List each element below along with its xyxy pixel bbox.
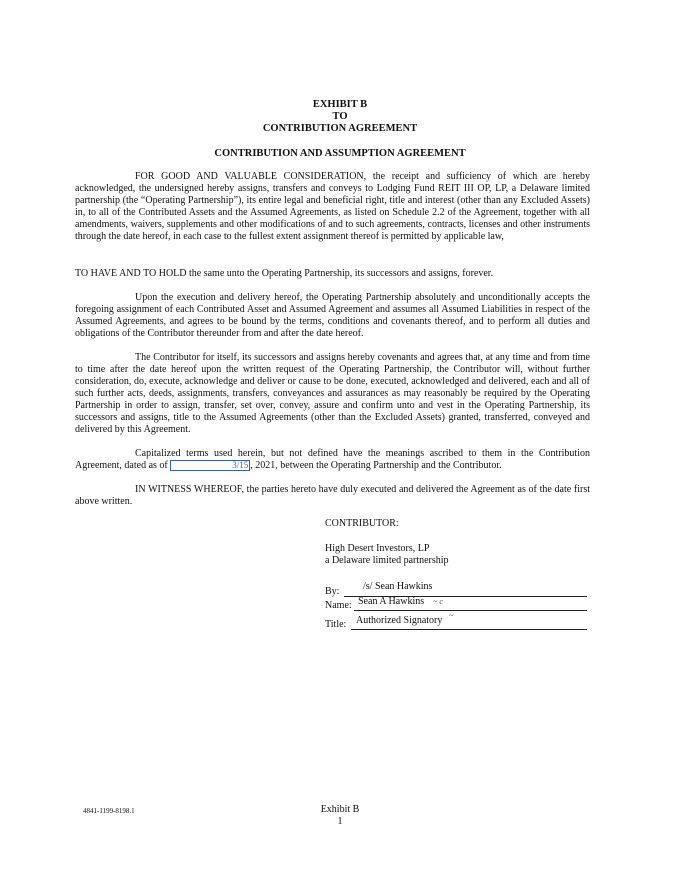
signature-title-line <box>325 611 590 630</box>
by-signature: /s/ Sean Hawkins <box>363 581 433 592</box>
document-title: CONTRIBUTION AND ASSUMPTION AGREEMENT <box>214 148 466 159</box>
paragraph-acceptance: Upon the execution and delivery hereof, the Operating Partnership absolutely and unconditionally accepts the foregoing assignment of each Contributed Asset and Assumed Agreement and assumes all Assumed Liabilities in respect of the Assumed Agreements, and agrees to be bound by the terms, conditions and covenants thereof, and to perform all duties and obligations of the Contributor thereunder from and after the date hereof. <box>75 292 590 339</box>
paragraph-covenants: The Contributor for itself, its successors and assigns hereby covenants and agrees that, at any time and from time to time after the date hereof upon the written request of the Operating Partnership, the Contributor will, without further consideration, do, execute, acknowledge and deliver or cause to be done, executed, acknowledged and delivered, each and all of such further acts, deeds, assignments, transfers, conveyances and assurances as may reasonably be required by the Operating Partnership in order to assign, transfer, set over, convey, assure and confirm unto and vest in the Operating Partnership, its successors and assigns, title to the Assumed Agreements (other than the Excluded Assets) granted, transferred, conveyed and delivered by this Agreement. <box>75 352 590 435</box>
by-label: By: <box>325 586 340 597</box>
handwritten-date: 3/15 <box>170 460 250 471</box>
title-value: Authorized Signatory <box>356 615 443 626</box>
document-id: 4841-1199-8198.1 <box>83 807 135 815</box>
exhibit-heading: EXHIBIT B <box>312 99 368 110</box>
pen-mark-icon: ~ <box>449 611 454 620</box>
signature-entity-description: a Delaware limited partnership <box>325 555 449 566</box>
page-number: 1 <box>337 816 343 827</box>
title-label: Title: <box>325 619 347 630</box>
paragraph-definitions <box>75 448 590 472</box>
name-value: Sean A Hawkins <box>358 596 425 607</box>
definitions-text-start: Capitalized terms used herein, but not defined have the meanings ascribed to them in the Contribution Agreement, dated as of <box>75 448 590 471</box>
signature-entity-name: High Desert Investors, LP <box>325 543 430 554</box>
paragraph-habendum: TO HAVE AND TO HOLD the same unto the Operating Partnership, its successors and assigns, forever. <box>75 268 494 279</box>
agreement-heading: CONTRIBUTION AGREEMENT <box>262 123 418 134</box>
paragraph-witness: IN WITNESS WHEREOF, the parties hereto have duly executed and delivered the Agreement as of the date first above written. <box>75 484 590 507</box>
definitions-text-end: , 2021, between the Operating Partnership and the Contributor. <box>250 460 502 471</box>
name-label: Name: <box>325 600 352 611</box>
footer-exhibit-label: Exhibit B <box>320 804 360 815</box>
signature-name-line <box>325 597 590 611</box>
pen-mark-icon: ~ c <box>433 597 443 606</box>
signature-by-line <box>325 581 590 597</box>
title-underline <box>351 629 587 630</box>
name-underline <box>354 610 587 611</box>
exhibit-to: TO <box>332 111 348 122</box>
paragraph-consideration: FOR GOOD AND VALUABLE CONSIDERATION, the receipt and sufficiency of which are hereby acknowledged, the undersigned hereby assigns, transfers and conveys to Lodging Fund REIT III OP, LP, a Delaware limited partnership (the “Operating Partnership”), its entire legal and beneficial right, title and interest (other than any Excluded Assets) in, to all of the Contributed Assets and the Assumed Agreements, as listed on Schedule 2.2 of the Agreement, together with all amendments, waivers, supplements and other modifications of and to such agreements, contracts, licenses and other instruments through the date hereof, in each case to the fullest extent assignment thereof is permitted by applicable law, <box>75 171 590 242</box>
signature-party-label: CONTRIBUTOR: <box>325 518 399 529</box>
